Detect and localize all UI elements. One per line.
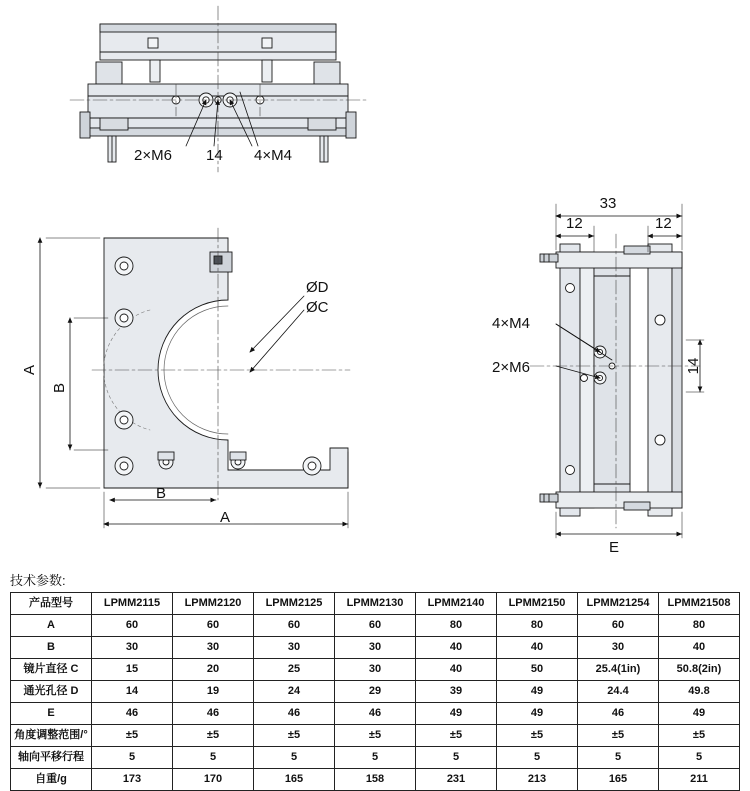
cell: 80	[659, 615, 740, 637]
cell: 165	[578, 769, 659, 791]
table-row	[11, 769, 740, 791]
cell: 5	[659, 747, 740, 769]
row-label: 镜片直径 C	[11, 659, 92, 681]
leader-od: ØD	[306, 279, 329, 296]
cell: 25.4(1in)	[578, 659, 659, 681]
cell: 25	[254, 659, 335, 681]
dim-33: 33	[599, 195, 617, 212]
cell: 46	[335, 703, 416, 725]
column-header-3: LPMM2125	[254, 593, 335, 615]
leader-oc: ØC	[306, 299, 329, 316]
cell: 49	[416, 703, 497, 725]
cell: 60	[335, 615, 416, 637]
row-label: 自重/g	[11, 769, 92, 791]
cell: 29	[335, 681, 416, 703]
cell: 213	[497, 769, 578, 791]
cell: ±5	[335, 725, 416, 747]
cell: 80	[416, 615, 497, 637]
cell: 60	[92, 615, 173, 637]
column-header-7: LPMM21254	[578, 593, 659, 615]
cell: ±5	[416, 725, 497, 747]
cell: 30	[578, 637, 659, 659]
cell: 80	[497, 615, 578, 637]
column-header-0: 产品型号	[11, 593, 92, 615]
cell: ±5	[659, 725, 740, 747]
cell: 231	[416, 769, 497, 791]
dim-14-right: 14	[685, 357, 702, 375]
callout-2xm6-side: 2×M6	[492, 359, 530, 376]
row-label: 轴向平移行程	[11, 747, 92, 769]
row-label: E	[11, 703, 92, 725]
cell: ±5	[173, 725, 254, 747]
cell: ±5	[92, 725, 173, 747]
cell: ±5	[578, 725, 659, 747]
dim-a-vertical: A	[21, 364, 38, 376]
callout-4xm4-side: 4×M4	[492, 315, 530, 332]
row-label: 通光孔径 D	[11, 681, 92, 703]
cell: 24	[254, 681, 335, 703]
callout-2xm6-top: 2×M6	[134, 147, 172, 164]
table-row	[11, 637, 740, 659]
cell: 30	[173, 637, 254, 659]
cell: 60	[578, 615, 659, 637]
dim-b-vertical: B	[51, 382, 68, 394]
table-row	[11, 615, 740, 637]
cell: ±5	[254, 725, 335, 747]
cell: 49	[497, 703, 578, 725]
cell: 211	[659, 769, 740, 791]
specs-table	[10, 592, 740, 791]
cell: 15	[92, 659, 173, 681]
dim-12-left: 12	[566, 215, 583, 232]
cell: 5	[254, 747, 335, 769]
row-label: A	[11, 615, 92, 637]
cell: 170	[173, 769, 254, 791]
cell: 46	[254, 703, 335, 725]
cell: 60	[173, 615, 254, 637]
cell: 14	[92, 681, 173, 703]
cell: 30	[335, 637, 416, 659]
front-view	[40, 228, 350, 528]
cell: 40	[416, 637, 497, 659]
column-header-8: LPMM21508	[659, 593, 740, 615]
column-header-2: LPMM2120	[173, 593, 254, 615]
table-header-row	[11, 593, 740, 615]
table-row	[11, 703, 740, 725]
cell: 50	[497, 659, 578, 681]
cell: 5	[497, 747, 578, 769]
cell: 46	[578, 703, 659, 725]
cell: 5	[92, 747, 173, 769]
cell: 24.4	[578, 681, 659, 703]
cell: 39	[416, 681, 497, 703]
specs-title: 技术参数:	[10, 573, 66, 588]
column-header-1: LPMM2115	[92, 593, 173, 615]
side-view	[530, 204, 704, 538]
cell: 30	[254, 637, 335, 659]
cell: 46	[173, 703, 254, 725]
row-label: 角度调整范围/°	[11, 725, 92, 747]
cell: 40	[497, 637, 578, 659]
cell: 5	[578, 747, 659, 769]
cell: 20	[173, 659, 254, 681]
dim-b-horizontal: B	[156, 485, 167, 502]
table-row	[11, 725, 740, 747]
table-row	[11, 681, 740, 703]
callout-14-top: 14	[206, 147, 223, 164]
cell: 158	[335, 769, 416, 791]
cell: 49.8	[659, 681, 740, 703]
cell: 173	[92, 769, 173, 791]
dim-a-horizontal: A	[220, 509, 231, 526]
table-row	[11, 747, 740, 769]
dim-12-right: 12	[655, 215, 672, 232]
cell: 40	[659, 637, 740, 659]
cell: 49	[659, 703, 740, 725]
cell: 19	[173, 681, 254, 703]
row-label: B	[11, 637, 92, 659]
dim-e: E	[608, 539, 620, 556]
column-header-5: LPMM2140	[416, 593, 497, 615]
cell: 5	[335, 747, 416, 769]
cell: 60	[254, 615, 335, 637]
cell: ±5	[497, 725, 578, 747]
callout-4xm4-top: 4×M4	[254, 147, 292, 164]
cell: 40	[416, 659, 497, 681]
cell: 46	[92, 703, 173, 725]
cell: 165	[254, 769, 335, 791]
cell: 50.8(2in)	[659, 659, 740, 681]
column-header-4: LPMM2130	[335, 593, 416, 615]
cell: 30	[92, 637, 173, 659]
cell: 49	[497, 681, 578, 703]
cell: 5	[173, 747, 254, 769]
cell: 5	[416, 747, 497, 769]
cell: 30	[335, 659, 416, 681]
column-header-6: LPMM2150	[497, 593, 578, 615]
table-row	[11, 659, 740, 681]
